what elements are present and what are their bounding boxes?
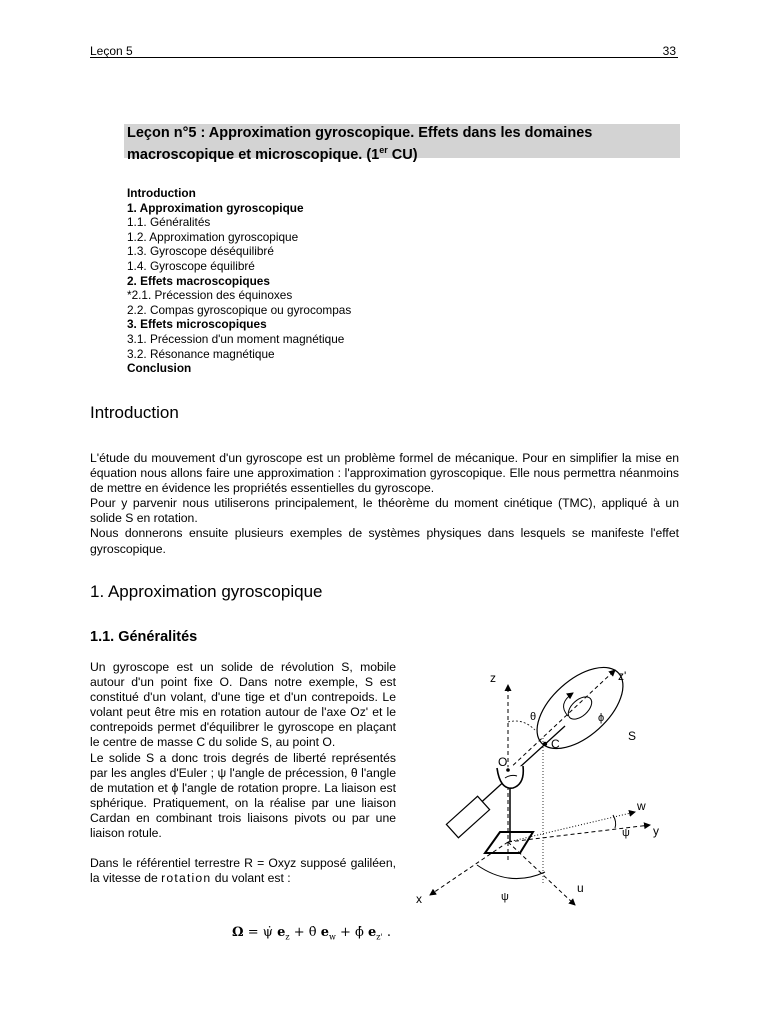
table-of-contents [127,186,351,376]
label-w: w [637,799,646,813]
page-header-left: Leçon 5 [90,44,133,58]
lesson-title [127,125,677,164]
intro-paragraph-3: Nous donnerons ensuite plusieurs exemples de systèmes physiques dans lesquels se manifeste l'effet gyroscopique. [90,526,679,556]
toc-item: 1. Approximation gyroscopique [127,200,304,215]
x-axis [430,842,508,895]
flywheel-hub [564,693,596,724]
toc-item: 2. Effets macroscopiques [127,273,270,288]
label-z-prime: z' [618,669,627,683]
w-axis [508,812,635,842]
toc-item: 1.3. Gyroscope déséquilibré [127,244,274,259]
label-z: z [490,671,496,685]
label-phi: ϕ [598,712,605,724]
label-psi-right: ψ [622,827,630,839]
label-s: S [628,729,637,743]
toc-item: Conclusion [127,361,192,376]
generalites-paragraph-1: Un gyroscope est un solide de révolution S, mobile autour d'un point fixe O. Dans notre exemple, S est constitué d'un volant, d'une tige et d'un contrepoids. Le volant peut être mis en rotation autour de l'axe Oz' et le contrepoids permet d'équilibrer le gyroscope en plaçant le centre de masse C du solide S, au point O. [90,660,396,750]
toc-item: *2.1. Précession des équinoxes [127,288,293,303]
toc-item: 1.2. Approximation gyroscopique [127,229,299,244]
counterweight [446,796,489,837]
page-number: 33 [662,44,676,58]
toc-item: 1.4. Gyroscope équilibré [127,258,255,273]
label-o: O [498,755,508,769]
toc-item: Introduction [127,186,196,200]
label-theta: θ [530,711,537,723]
toc-item: 3.2. Résonance magnétique [127,346,275,361]
title-line-1: Leçon n°5 : Approximation gyroscopique. Effets dans les domaines [127,125,593,141]
section-1-1-body [90,660,396,886]
angular-velocity-formula: Ω = ψ̇ $e_z$ + θ̇ $e_w$ + ϕ̇ $e_{z'}$ . [232,925,391,942]
label-y: y [653,824,659,838]
generalites-paragraph-2: Le solide S a donc trois degrés de liberté représentés par les angles d'Euler ; ψ l'angle de précession, θ l'angle de mutation et ϕ l'angle de rotation propre. La liaison est sphérique. Pratiquement, on la réalise par une liaison Cardan en combinant trois liaisons pivots ou par une liaison rotule. [90,750,396,841]
toc-item: 1.1. Généralités [127,215,211,230]
center-of-mass-point [543,742,547,746]
toc-item: 3.1. Précession d'un moment magnétique [127,331,345,346]
generalites-paragraph-3: Dans le référentiel terrestre R = Oxyz supposé galiléen, la vitesse de rotation du volant est : [90,856,396,886]
title-line-2: macroscopique et microscopique. (1er CU) [127,145,418,163]
section-1-1-heading: 1.1. Généralités [90,629,198,645]
toc-item: 2.2. Compas gyroscopique ou gyrocompas [127,302,352,317]
label-x: x [416,892,422,906]
intro-heading: Introduction [90,403,179,422]
label-u: u [577,881,584,895]
label-psi-bottom: ψ [501,891,509,903]
toc-item: 3. Effets microscopiques [127,317,267,332]
label-c: C [551,737,560,751]
section-1-heading: 1. Approximation gyroscopique [90,582,323,601]
intro-paragraph-1: L'étude du mouvement d'un gyroscope est un problème formel de mécanique. Pour en simplifier la mise en équation nous allons faire une approximation : l'approximation gyroscopique. Elle nous permettra néanmoins de mettre en évidence les propriétés essentielles du gyroscope. [90,451,679,496]
intro-body [90,451,679,557]
intro-paragraph-2: Pour y parvenir nous utiliserons principalement, le théorème du moment cinétique (TMC), appliqué à un solide S en rotation. [90,496,679,526]
header-rule [90,57,678,58]
gyroscope-diagram [405,660,695,920]
